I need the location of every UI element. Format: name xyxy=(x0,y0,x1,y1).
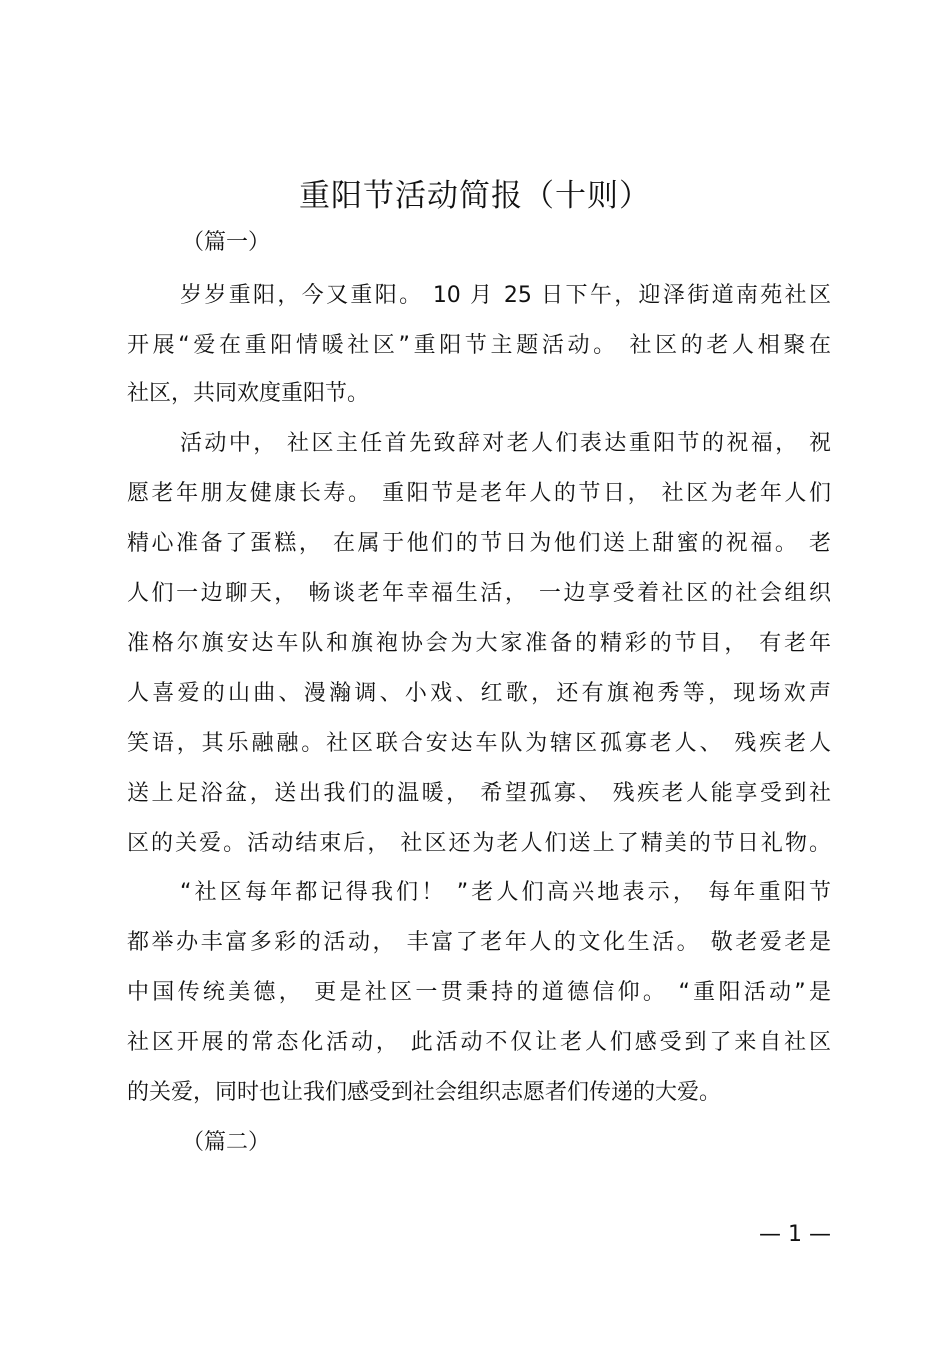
paragraph-line: 人们一边聊天， 畅谈老年幸福生活， 一边享受着社区的社会组织 xyxy=(127,581,831,606)
section-heading-1: （篇一） xyxy=(182,230,271,255)
paragraph-line: 愿老年朋友健康长寿。 重阳节是老年人的节日， 社区为老年人们 xyxy=(127,481,831,506)
paragraph-line: 精心准备了蛋糕， 在属于他们的节日为他们送上甜蜜的祝福。 老 xyxy=(127,531,831,556)
paragraph-line: “社区每年都记得我们！ ”老人们高兴地表示， 每年重阳节 xyxy=(180,880,831,905)
paragraph-line: 都举办丰富多彩的活动， 丰富了老年人的文化生活。 敬老爱老是 xyxy=(127,930,831,955)
paragraph-line: 中国传统美德， 更是社区一贯秉持的道德信仰。 “重阳活动”是 xyxy=(127,980,831,1005)
paragraph-line: 人喜爱的山曲、漫瀚调、小戏、红歌，还有旗袍秀等，现场欢声 xyxy=(127,681,831,706)
paragraph-line: 活动中， 社区主任首先致辞对老人们表达重阳节的祝福， 祝 xyxy=(180,431,831,456)
paragraph-line: 准格尔旗安达车队和旗袍协会为大家准备的精彩的节目， 有老年 xyxy=(127,631,831,656)
paragraph-line: 社区，共同欢度重阳节。 xyxy=(127,381,370,406)
document-title: 重阳节活动简报（十则） xyxy=(299,178,651,214)
paragraph-line: 社区开展的常态化活动， 此活动不仅让老人们感受到了来自社区 xyxy=(127,1030,831,1055)
paragraph-line: 开展“爱在重阳情暖社区”重阳节主题活动。 社区的老人相聚在 xyxy=(127,333,831,358)
paragraph-line: 送上足浴盆，送出我们的温暖， 希望孤寡、 残疾老人能享受到社 xyxy=(127,781,831,806)
paragraph-line: 的关爱，同时也让我们感受到社会组织志愿者们传递的大爱。 xyxy=(127,1080,722,1105)
paragraph-line: 区的关爱。活动结束后， 社区还为老人们送上了精美的节日礼物。 xyxy=(127,831,831,856)
paragraph-line: 笑语，其乐融融。社区联合安达车队为辖区孤寡老人、 残疾老人 xyxy=(127,731,831,756)
section-heading-2: （篇二） xyxy=(182,1130,271,1155)
page-number: — 1 — xyxy=(759,1222,831,1247)
paragraph-line: 岁岁重阳，今又重阳。 10 月 25 日下午，迎泽街道南苑社区 xyxy=(180,283,831,308)
